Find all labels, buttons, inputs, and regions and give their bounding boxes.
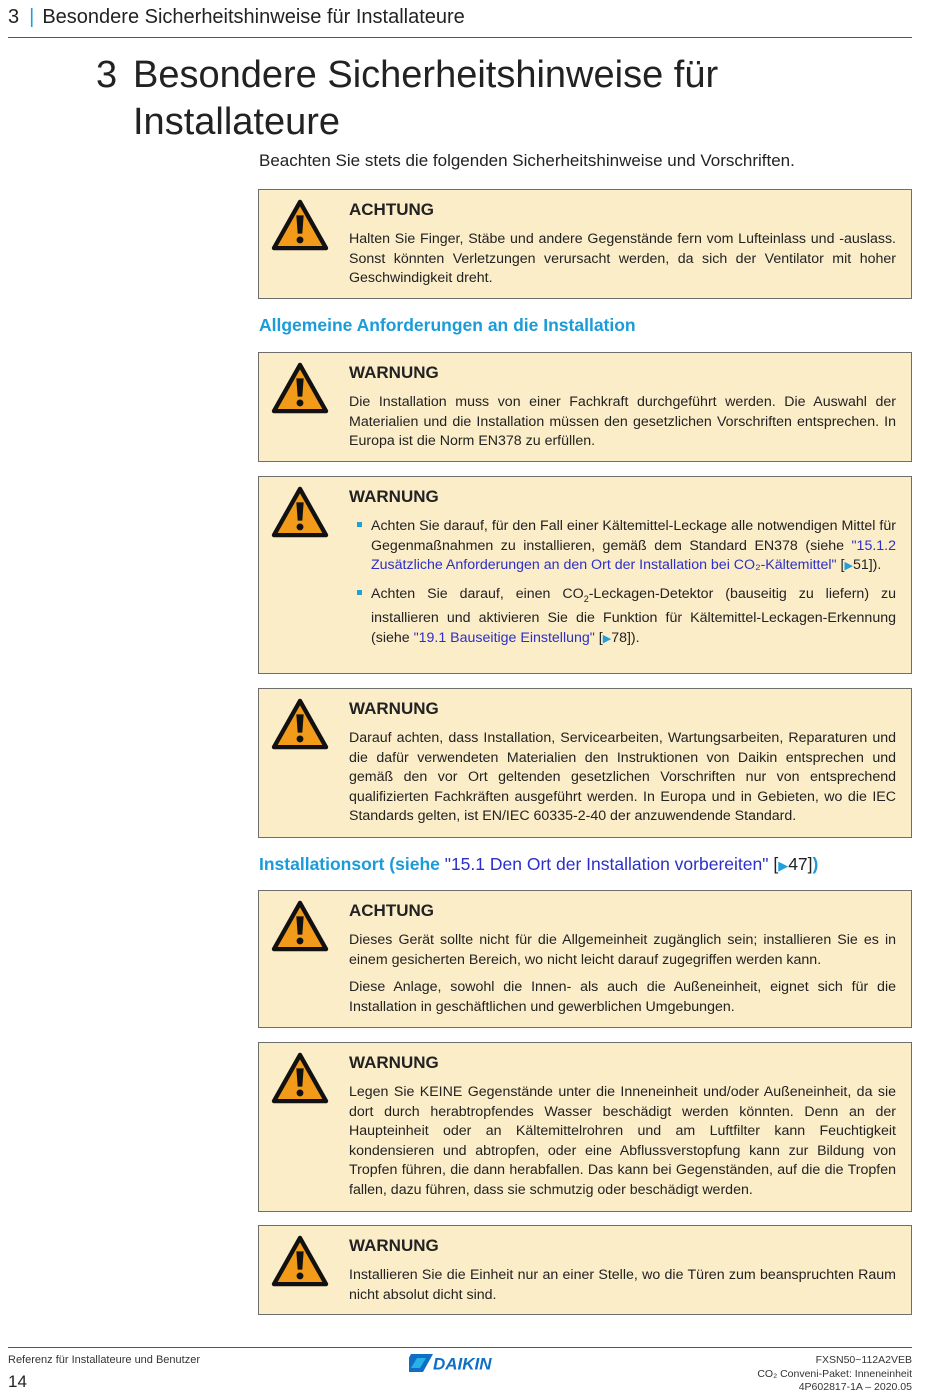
reference-link[interactable]: "19.1 Bauseitige Einstellung" (413, 629, 595, 646)
bullet-square-icon (357, 522, 362, 527)
chapter-number: 3 (96, 54, 118, 96)
running-header (8, 6, 912, 38)
warning-triangle-icon (271, 199, 329, 251)
header-title: Besondere Sicherheitshinweise für Installateure (42, 6, 465, 28)
brand-name: DAIKIN (433, 1354, 492, 1373)
box-title: WARNUNG (349, 699, 439, 718)
box-title: ACHTUNG (349, 901, 434, 920)
caution-box-access (258, 890, 912, 1028)
warning-box-refrigerant (258, 476, 912, 674)
chapter-title-text: Besondere Sicherheitshinweise für Installateure (133, 54, 719, 143)
chapter-title (96, 52, 856, 146)
warning-box-dripping (258, 1042, 912, 1212)
section-heading-location: Installationsort (siehe "15.1 Den Ort der Installation vorbereiten" [▶47]) (259, 854, 819, 874)
page-reference[interactable]: 47 (788, 854, 808, 874)
triangle-right-icon: ▶ (778, 858, 789, 873)
list-item: Achten Sie darauf, für den Fall einer Kältemittel-Leckage alle notwendigen Mittel für Gegenmaßnahmen zu installieren, gemäß dem Standard EN378 (siehe "15.1.2 Zusätzliche Anforderungen an den Ort der Installation bei CO₂-Kältemittel" [▶51]). (349, 517, 896, 577)
footer-right-info (757, 1354, 912, 1393)
caution-box-fan (258, 189, 912, 299)
box-title: ACHTUNG (349, 200, 434, 219)
triangle-right-icon: ▶ (602, 632, 612, 645)
box-text: Darauf achten, dass Installation, Servicearbeiten, Wartungsarbeiten, Reparaturen und die dafür verwendeten Materialien den Instruktionen von Daikin entsprechen und gemäß den vor Ort geltenden gesetzlichen Vorschriften nur von entsprechend qualifizierten Fachkräften ausgeführt werden. In Europa und in Gebieten, wo die IEC Standards gelten, ist EN/IEC 60335-2-40 der anzuwendende Standard. (349, 730, 896, 825)
box-text: Die Installation muss von einer Fachkraft durchgeführt werden. Die Auswahl der Materialien und die Installation müssen den gesetzlichen Vorschriften entsprechen. In Europa ist die Norm EN378 zu erfüllen. (349, 394, 896, 450)
box-text: Installieren Sie die Einheit nur an einer Stelle, wo die Türen zum beanspruchten Raum nicht absolut dicht sind. (349, 1267, 896, 1303)
daikin-logo-icon (409, 1353, 511, 1373)
triangle-right-icon: ▶ (844, 560, 853, 573)
warning-triangle-icon (271, 1235, 329, 1287)
box-text: Legen Sie KEINE Gegenstände unter die Inneneinheit und/oder Außeneinheit, da sie dort durch herabtropfendes Wasser beschädigt werden könnten. Denn an der Haupteinheit oder an Kältemittelrohren und am Luftfilter kann Feuchtigkeit kondensieren und abtropfen, oder eine Abflussverstopfung kann zur Bildung von Tropfen führen, die dann herabfallen. Das kann bei Gegenständen, auf die die Tropfen fallen, dazu führen, dass sie schmutzig oder beschädigt werden. (349, 1084, 896, 1198)
box-title: WARNUNG (349, 363, 439, 382)
intro-text: Beachten Sie stets die folgenden Sicherheitshinweise und Vorschriften. (259, 151, 795, 170)
warning-triangle-icon (271, 362, 329, 414)
page-reference[interactable]: 51 (852, 557, 869, 574)
warning-triangle-icon (271, 1052, 329, 1104)
box-text: Halten Sie Finger, Stäbe und andere Gegenstände fern vom Lufteinlass und -auslass. Sonst könnten Verletzungen verursacht werden, da sich der Ventilator mit hoher Geschwindigkeit dreht. (349, 231, 896, 287)
warning-triangle-icon (271, 486, 329, 538)
warning-box-doors (258, 1225, 912, 1315)
box-title: WARNUNG (349, 1053, 439, 1072)
box-text: Dieses Gerät sollte nicht für die Allgemeinheit zugänglich sein; installieren Sie es in einem gesicherten Bereich, wo nicht leicht darauf zugegriffen werden kann. (349, 932, 896, 968)
warning-box-qualified (258, 352, 912, 462)
reference-link[interactable]: "15.1.2 Zusätzliche Anforderungen an den Ort der Installation bei CO₂-Kältemittel" (371, 537, 896, 574)
box-title: WARNUNG (349, 1236, 439, 1255)
header-separator: | (29, 6, 35, 28)
box-title: WARNUNG (349, 487, 439, 506)
footer-doc-code: 4P602817-1A – 2020.05 (798, 1381, 912, 1393)
footer-doc-name: Referenz für Installateure und Benutzer (8, 1354, 201, 1366)
reference-link[interactable]: "15.1 Den Ort der Installation vorbereiten" (444, 854, 769, 874)
warning-triangle-icon (271, 698, 329, 750)
footer-product: CO₂ Conveni-Paket: Inneneinheit (757, 1367, 912, 1380)
header-chapter-number: 3 (8, 6, 20, 28)
section-heading-general: Allgemeine Anforderungen an die Installation (259, 315, 636, 335)
footer-divider (8, 1347, 912, 1348)
page-number: 14 (8, 1372, 27, 1391)
warning-triangle-icon (271, 900, 329, 952)
list-item: Achten Sie darauf, einen $CO_2-Leckagen$-Detektor (bauseitig zu liefern) zu installieren und aktivieren Sie die Funktion für Kältemittel-Leckagen-Erkennung (siehe "19.1 Bauseitige Einstellung" [▶78]). (349, 585, 896, 650)
page-reference[interactable]: 78 (611, 629, 627, 646)
box-text: Diese Anlage, sowohl die Innen- als auch die Außeneinheit, eignet sich für die Installation in geschäftlichen und gewerblichen Umgebungen. (349, 979, 896, 1015)
warning-box-standards (258, 688, 912, 838)
bullet-list (349, 517, 896, 649)
bullet-square-icon (357, 590, 362, 595)
footer-model: FXSN50~112A2VEB (815, 1354, 912, 1366)
